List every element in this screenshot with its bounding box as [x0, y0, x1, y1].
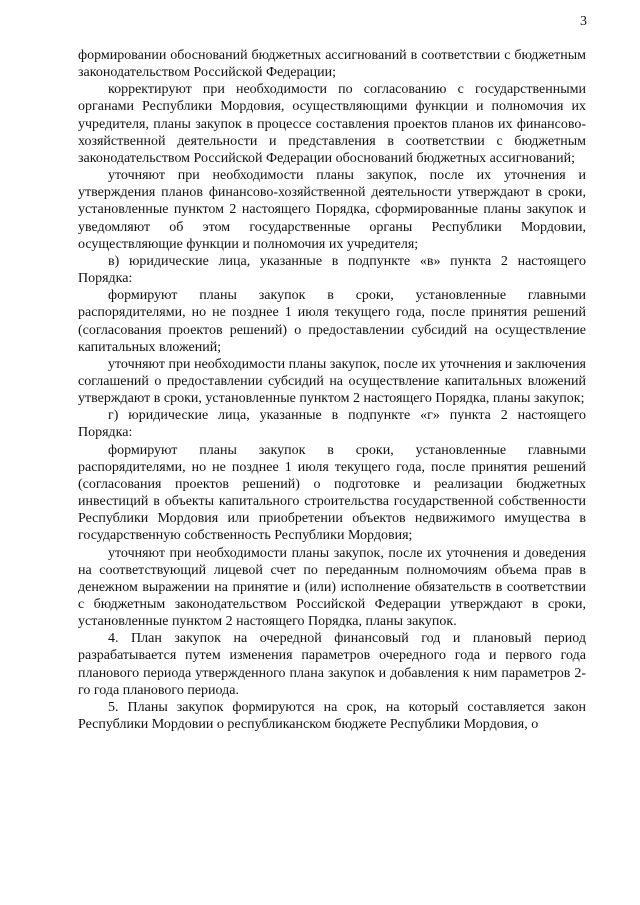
document-body — [78, 47, 586, 733]
paragraph: уточняют при необходимости планы закупок, после их уточнения и доведения на соответствующий лицевой счет по переданным полномочиям объема прав в денежном выражении на принятие и (или) исполнение обязательств в соответствии с бюджетным законодательством Российской Федерации утверждают в сроки, установленные пунктом 2 настоящего Порядка, планы закупок. — [78, 545, 586, 630]
paragraph: г) юридические лица, указанные в подпункте «г» пункта 2 настоящего Порядка: — [78, 408, 586, 441]
paragraph: формируют планы закупок в сроки, установленные главными распорядителями, но не позднее 1 июля текущего года, после принятия решений (согласования проектов решений) о подготовке и реализации бюджетных инвестиций в объекты капитального строительства государственной собственности Республики Мордовия или приобретении объектов недвижимого имущества в государственную собственность Республики Мордовия; — [78, 442, 586, 544]
page-number: 3 — [580, 14, 587, 29]
paragraph: корректируют при необходимости по согласованию с государственными органами Республики Мордовия, осуществляющими функции и полномочия их учредителя, планы закупок в процессе составления проектов планов их финансово-хозяйственной деятельности и представления в соответствии с бюджетным законодательством Российской Федерации обоснований бюджетных ассигнований; — [78, 82, 586, 166]
paragraph: 5. Планы закупок формируются на срок, на который составляется закон Республики Мордовии о республиканском бюджете Республики Мордовия, о — [78, 699, 586, 733]
paragraph: формируют планы закупок в сроки, установленные главными распорядителями, но не позднее 1 июля текущего года, после принятия решений (согласования проектов решений) о предоставлении субсидий на осуществление капитальных вложений; — [78, 288, 586, 355]
paragraph: формировании обоснований бюджетных ассигнований в соответствии с бюджетным законодательством Российской Федерации; — [78, 48, 586, 81]
paragraph: 4. План закупок на очередной финансовый год и плановый период разрабатывается путем изменения параметров очередного года и первого года планового периода утвержденного плана закупок и добавления к ним параметров 2-го года планового периода. — [78, 631, 586, 698]
paragraph: в) юридические лица, указанные в подпункте «в» пункта 2 настоящего Порядка: — [78, 253, 586, 287]
paragraph: уточняют при необходимости планы закупок, после их уточнения и заключения соглашений о предоставлении субсидий на осуществление капитальных вложений утверждают в сроки, установленные пунктом 2 настоящего Порядка, планы закупок; — [78, 356, 586, 407]
paragraph: уточняют при необходимости планы закупок, после их уточнения и утверждения планов финансово-хозяйственной деятельности утверждают в сроки, установленные пунктом 2 настоящего Порядка, сформированные планы закупок и уведомляют об этом государственные органы Республики Мордовии, осуществляющие функции и полномочия их учредителя; — [78, 168, 586, 252]
